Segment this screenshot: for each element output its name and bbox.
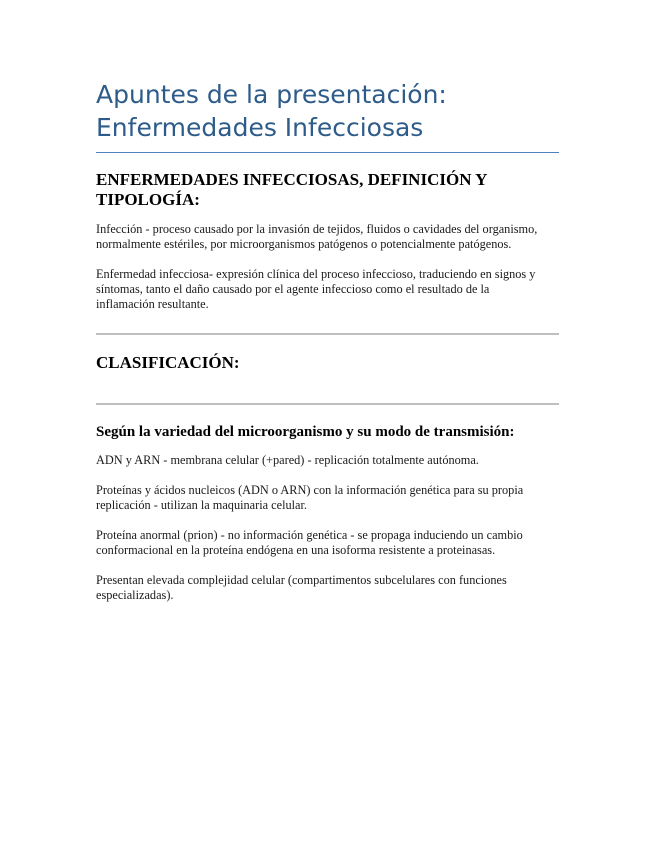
page-title-line-1: Apuntes de la presentación: — [96, 80, 447, 109]
paragraph-line: Presentan elevada complejidad celular (compartimentos subcelulares con funciones — [96, 573, 507, 587]
paragraph-infeccion — [96, 222, 559, 252]
paragraph-enfermedad — [96, 267, 559, 312]
paragraph-item-3 — [96, 528, 559, 558]
section-transmision — [96, 423, 559, 603]
paragraph-line: normalmente estériles, por microorganismos patógenos o potencialmente patógenos. — [96, 237, 512, 251]
paragraph-item-4 — [96, 573, 559, 603]
paragraph-line: síntomas, tanto el daño causado por el agente infeccioso como el resultado de la — [96, 282, 490, 296]
section-definition — [96, 170, 559, 312]
paragraph-line: inflamación resultante. — [96, 297, 209, 311]
paragraph-line: especializadas). — [96, 588, 174, 602]
section-divider — [96, 403, 559, 405]
paragraph-line: replicación - utilizan la maquinaria celular. — [96, 498, 307, 512]
section-heading-line-1: ENFERMEDADES INFECCIOSAS, DEFINICIÓN Y — [96, 170, 488, 189]
section-heading-line-2: TIPOLOGÍA: — [96, 190, 200, 209]
title-divider — [96, 152, 559, 153]
paragraph-line: ADN y ARN - membrana celular (+pared) - replicación totalmente autónoma. — [96, 453, 479, 467]
paragraph-item-1 — [96, 453, 559, 468]
section-divider — [96, 333, 559, 335]
paragraph-line: Enfermedad infecciosa- expresión clínica del proceso infeccioso, traduciendo en signos y — [96, 267, 536, 281]
section-heading-clasificacion: CLASIFICACIÓN: — [96, 353, 240, 372]
paragraph-line: Infección - proceso causado por la invasión de tejidos, fluidos o cavidades del organismo, — [96, 222, 538, 236]
paragraph-item-2 — [96, 483, 559, 513]
page-title — [96, 78, 559, 144]
paragraph-line: Proteínas y ácidos nucleicos (ADN o ARN) con la información genética para su propia — [96, 483, 524, 497]
paragraph-line: conformacional en la proteína endógena en una isoforma resistente a proteinasas. — [96, 543, 496, 557]
paragraph-line: Proteína anormal (prion) - no información genética - se propaga induciendo un cambio — [96, 528, 523, 542]
document-page — [96, 78, 559, 603]
page-title-line-2: Enfermedades Infecciosas — [96, 113, 424, 142]
subsection-heading: Según la variedad del microorganismo y su modo de transmisión: — [96, 424, 515, 440]
